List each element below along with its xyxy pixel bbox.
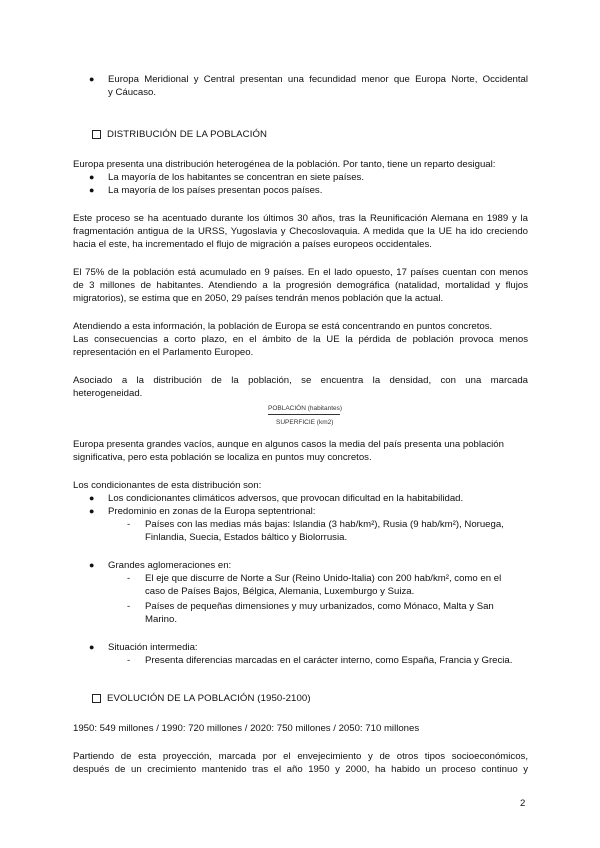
paragraph-line: Europa presenta grandes vacíos, aunque en algunos casos la media del país presenta una población <box>73 439 504 450</box>
sub-bullet-text: El eje que discurre de Norte a Sur (Reino Unido-Italia) con 200 hab/km², como en el <box>145 573 502 584</box>
sub-bullet-text: caso de Países Bajos, Bélgica, Alemania, Luxemburgo y Suiza. <box>145 586 415 597</box>
section-heading-distribucion: DISTRIBUCIÓN DE LA POBLACIÓN <box>107 129 268 140</box>
paragraph-line: Este proceso se ha acentuado durante los últimos 30 años, tras la Reunificación Alemana en 1989 y la <box>73 213 528 224</box>
bullet-text: y Cáucaso. <box>108 87 156 98</box>
bullet-dot: ● <box>89 172 95 182</box>
paragraph-line: hacia el este, ha incrementado el flujo de migración a países europeos occidentales. <box>73 239 432 250</box>
bullet-dot: ● <box>89 74 95 84</box>
dash-marker: - <box>127 573 131 584</box>
bullet-dot: ● <box>89 506 95 516</box>
paragraph-line: significativa, pero esta población se localiza en puntos muy concretos. <box>73 452 372 463</box>
dash-marker: - <box>127 519 131 530</box>
checkbox-icon <box>92 694 101 703</box>
section-heading-evolucion: EVOLUCIÓN DE LA POBLACIÓN (1950-2100) <box>107 693 311 704</box>
checkbox-icon <box>92 130 101 139</box>
sub-bullet-text: Finlandia, Suecia, Estados báltico y Biolorrusia. <box>145 532 348 543</box>
sub-bullet-text: Países de pequeñas dimensiones y muy urbanizados, como Mónaco, Malta y San <box>145 601 494 612</box>
paragraph-line: representación en el Parlamento Europeo. <box>73 347 254 358</box>
paragraph-line: después de un crecimiento mantenido tras el año 1950 y 2000, ha habido un proceso continuo y <box>73 764 528 775</box>
paragraph-text: Los condicionantes de esta distribución son: <box>73 480 262 491</box>
bullet-dot: ● <box>89 185 95 195</box>
paragraph-text: Europa presenta una distribución heterogénea de la población. Por tanto, tiene un reparto desigual: <box>73 159 496 170</box>
formula-fraction-line <box>268 414 340 415</box>
formula-denominator: SUPERFICIE (km2) <box>276 419 334 426</box>
paragraph-line: Asociado a la distribución de la población, se encuentra la densidad, con una marcada <box>73 375 528 386</box>
population-figures: 1950: 549 millones / 1990: 720 millones / 2020: 750 millones / 2050: 710 millones <box>73 723 420 734</box>
sub-bullet-text: Presenta diferencias marcadas en el carácter interno, como España, Francia y Grecia. <box>145 655 513 666</box>
bullet-dot: ● <box>89 493 95 503</box>
bullet-text: Situación intermedia: <box>108 642 198 653</box>
paragraph-line: Partiendo de esta proyección, marcada por el envejecimiento y de otros tipos socioeconómicos, <box>73 751 528 762</box>
paragraph-line: Las consecuencias a corto plazo, en el ámbito de la UE la pérdida de población provoca menos <box>73 334 528 345</box>
paragraph-line: Atendiendo a esta información, la población de Europa se está concentrando en puntos concretos. <box>73 321 493 332</box>
dash-marker: - <box>127 601 131 612</box>
bullet-text: Predominio en zonas de la Europa septentrional: <box>108 506 316 517</box>
sub-bullet-text: Marino. <box>145 614 177 625</box>
paragraph-line: de 3 millones de habitantes. Atendiendo a la progresión demográfica (natalidad, mortalidad y flujos <box>73 280 528 291</box>
sub-bullet-text: Países con las medias más bajas: Islandia (3 hab/km²), Rusia (9 hab/km²), Noruega, <box>145 519 504 530</box>
bullet-text: La mayoría de los países presentan pocos países. <box>108 185 323 196</box>
paragraph-line: migratorios), se estima que en 2050, 29 países tendrán menos población que la actual. <box>73 293 444 304</box>
bullet-text: Europa Meridional y Central presentan una fecundidad menor que Europa Norte, Occidental <box>108 74 528 85</box>
bullet-dot: ● <box>89 642 95 652</box>
bullet-text: La mayoría de los habitantes se concentran en siete países. <box>108 172 364 183</box>
bullet-text: Grandes aglomeraciones en: <box>108 560 232 571</box>
paragraph-line: fragmentación antigua de la URSS, Yugoslavia y Checoslovaquia. A medida que la UE ha ido creciendo <box>73 226 528 237</box>
dash-marker: - <box>127 655 131 666</box>
page-number: 2 <box>520 798 526 809</box>
paragraph-line: heterogeneidad. <box>73 388 143 399</box>
paragraph-line: El 75% de la población está acumulado en 9 países. En el lado opuesto, 17 países cuentan con menos <box>73 267 528 278</box>
formula-numerator: POBLACIÓN (habitantes) <box>268 405 343 412</box>
bullet-dot: ● <box>89 560 95 570</box>
bullet-text: Los condicionantes climáticos adversos, que provocan dificultad en la habitabilidad. <box>108 493 464 504</box>
